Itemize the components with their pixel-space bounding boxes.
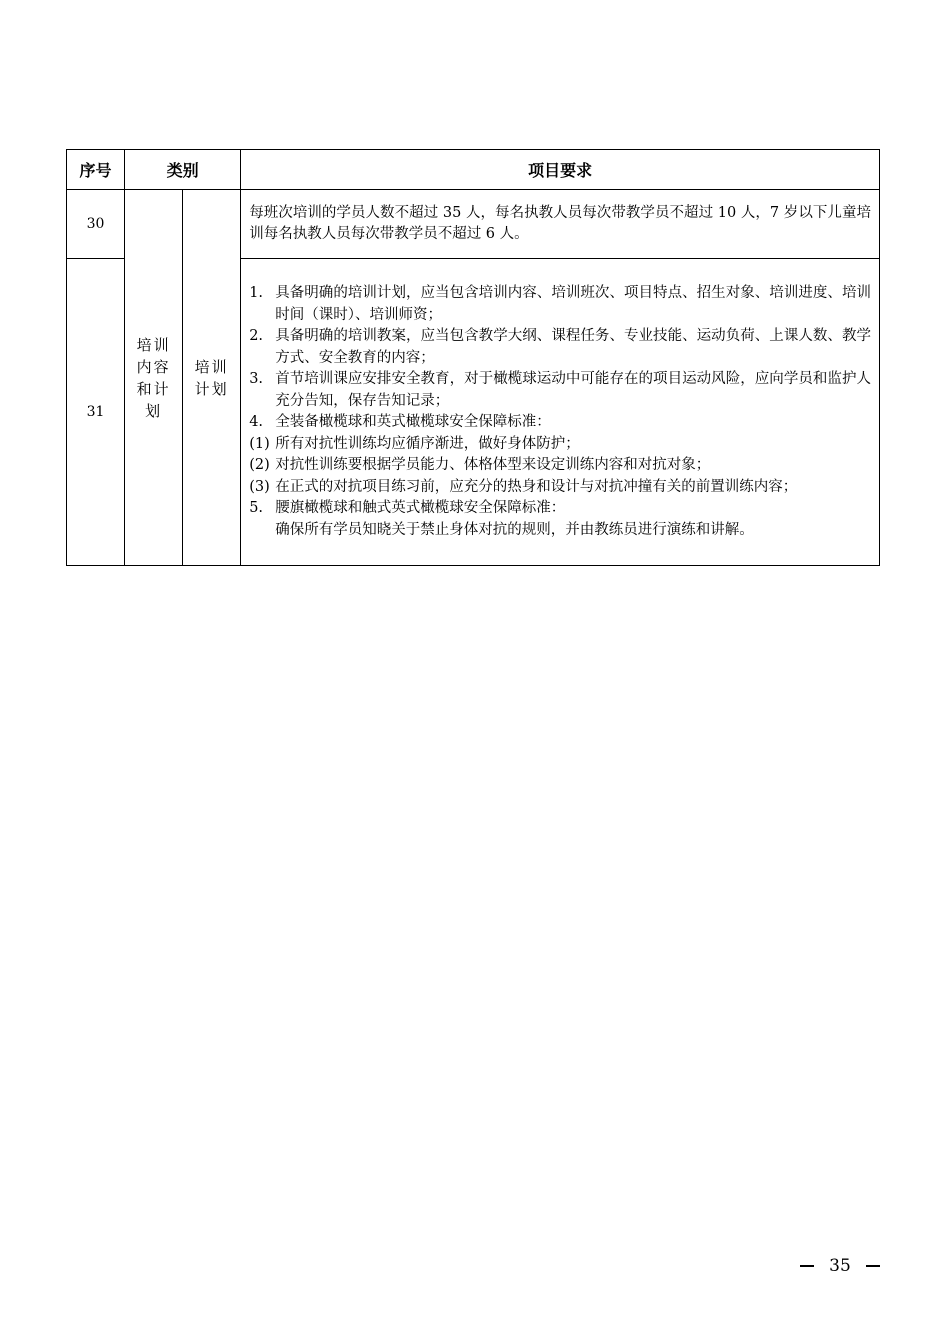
list-item <box>249 283 871 326</box>
category-sub <box>183 190 241 566</box>
list-item <box>249 498 871 520</box>
item-text: 全装备橄榄球和英式橄榄球安全保障标准： <box>275 414 551 430</box>
item-text: 在正式的对抗项目练习前，应充分的热身和设计与对抗冲撞有关的前置训练内容； <box>275 478 798 495</box>
list-item <box>249 434 871 456</box>
item-number: 3. <box>249 371 264 387</box>
item-text: 具备明确的培训教案，应当包含教学大纲、课程任务、专业技能、运动负荷、上课人数、教学方式、安全教育的内容； <box>275 328 871 366</box>
list-item <box>249 477 871 499</box>
row-number: 31 <box>67 259 125 566</box>
category-main <box>125 190 183 566</box>
requirement-text: 每班次培训的学员人数不超过 35 人，每名执教人员每次带教学员不超过 10 人，7 岁以下儿童培训每名执教人员每次带教学员不超过 6 人。 <box>241 190 880 259</box>
list-item <box>249 412 871 434</box>
list-item <box>249 369 871 412</box>
item-text: 腰旗橄榄球和触式英式橄榄球安全保障标准： <box>275 500 566 516</box>
requirement-list <box>241 259 880 566</box>
item-number: 4. <box>249 414 264 430</box>
page-number <box>800 1254 880 1278</box>
page-dash-left <box>800 1265 814 1267</box>
table-row <box>67 190 880 259</box>
row-number: 30 <box>67 190 125 259</box>
item-number: (3) <box>249 478 270 495</box>
header-requirement: 项目要求 <box>241 150 880 190</box>
requirements-table <box>66 149 880 566</box>
category-main-label: 培训内容和计划 <box>136 335 171 420</box>
list-item <box>249 326 871 369</box>
item-text: 具备明确的培训计划，应当包含培训内容、培训班次、项目特点、招生对象、培训进度、培训时间（课时）、培训师资； <box>275 285 871 323</box>
table-header-row <box>67 150 880 190</box>
list-item <box>249 455 871 477</box>
closing-text: 确保所有学员知晓关于禁止身体对抗的规则，并由教练员进行演练和讲解。 <box>275 521 754 538</box>
item-text: 首节培训课应安排安全教育，对于橄榄球运动中可能存在的项目运动风险，应向学员和监护人充分告知，保存告知记录； <box>275 371 871 409</box>
page-dash-right <box>866 1265 880 1267</box>
header-no: 序号 <box>67 150 125 190</box>
page-number-value: 35 <box>829 1256 851 1276</box>
header-category: 类别 <box>125 150 241 190</box>
item-text: 所有对抗性训练均应循序渐进，做好身体防护； <box>275 435 580 452</box>
item-number: 2. <box>249 328 264 344</box>
item-number: 1. <box>249 285 264 301</box>
item-text: 对抗性训练要根据学员能力、体格体型来设定训练内容和对抗对象； <box>275 457 711 473</box>
item-number: (2) <box>249 457 270 473</box>
category-sub-label: 培训计划 <box>194 357 229 398</box>
item-number: (1) <box>249 435 270 452</box>
item-number: 5. <box>249 500 264 516</box>
